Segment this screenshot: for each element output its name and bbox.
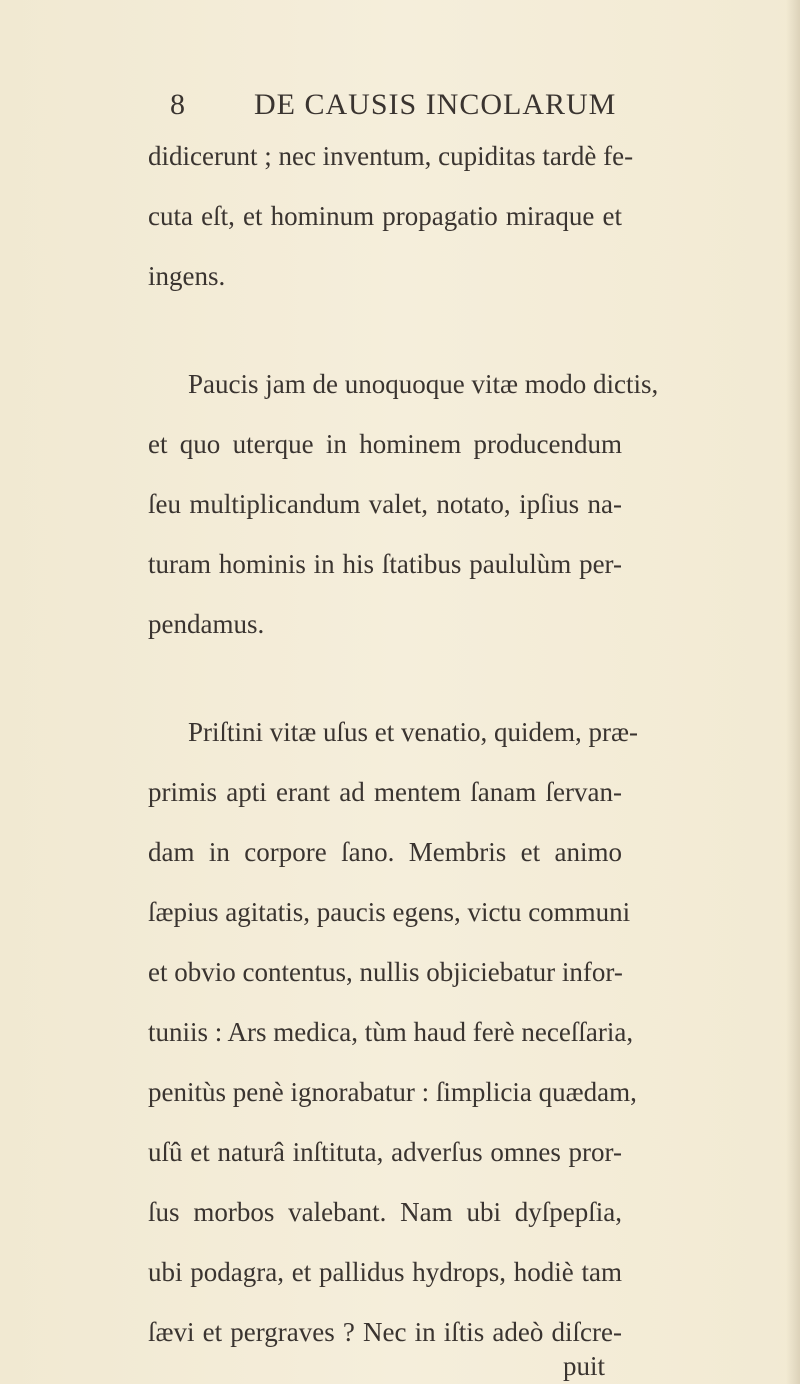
text-line: et obvio contentus, nullis objiciebatur infor- (148, 957, 623, 987)
text-line: Paucis jam de unoquoque vitæ modo dictis, (188, 369, 659, 399)
text-line: turam hominis in his ſtatibus paululùm per- (148, 549, 622, 579)
text-line: Priſtini vitæ uſus et venatio, quidem, præ- (188, 717, 638, 747)
text-line: pendamus. (148, 609, 265, 639)
text-line: ſus morbos valebant. Nam ubi dyſpepſia, (148, 1197, 622, 1227)
text-line: ubi podagra, et pallidus hydrops, hodiè tam (148, 1257, 622, 1287)
running-title: DE CAUSIS INCOLARUM (254, 88, 617, 121)
text-line: ſæpius agitatis, paucis egens, victu communi (148, 897, 631, 927)
catchword: puit (563, 1351, 606, 1381)
page-number: 8 (170, 88, 186, 121)
text-line: et quo uterque in hominem producendum (148, 429, 622, 459)
text-line: tuniis : Ars medica, tùm haud ferè neceſſaria, (148, 1017, 634, 1047)
text-line: didicerunt ; nec inventum, cupiditas tardè fe- (148, 141, 634, 171)
text-line: ingens. (148, 261, 226, 291)
text-line: ſeu multiplicandum valet, notato, ipſius na- (148, 489, 622, 519)
text-line: ſævi et pergraves ? Nec in iſtis adeò diſcre- (148, 1317, 622, 1347)
text-line: cuta eſt, et hominum propagatio miraque et (148, 201, 622, 231)
page-edge-shadow (786, 0, 800, 1384)
text-line: dam in corpore ſano. Membris et animo (148, 837, 622, 867)
text-line: penitùs penè ignorabatur : ſimplicia quædam, (148, 1077, 637, 1107)
page-header (148, 88, 668, 128)
text-line: primis apti erant ad mentem ſanam ſervan- (148, 777, 622, 807)
text-line: uſû et naturâ inſtituta, adverſus omnes pror- (148, 1137, 622, 1167)
